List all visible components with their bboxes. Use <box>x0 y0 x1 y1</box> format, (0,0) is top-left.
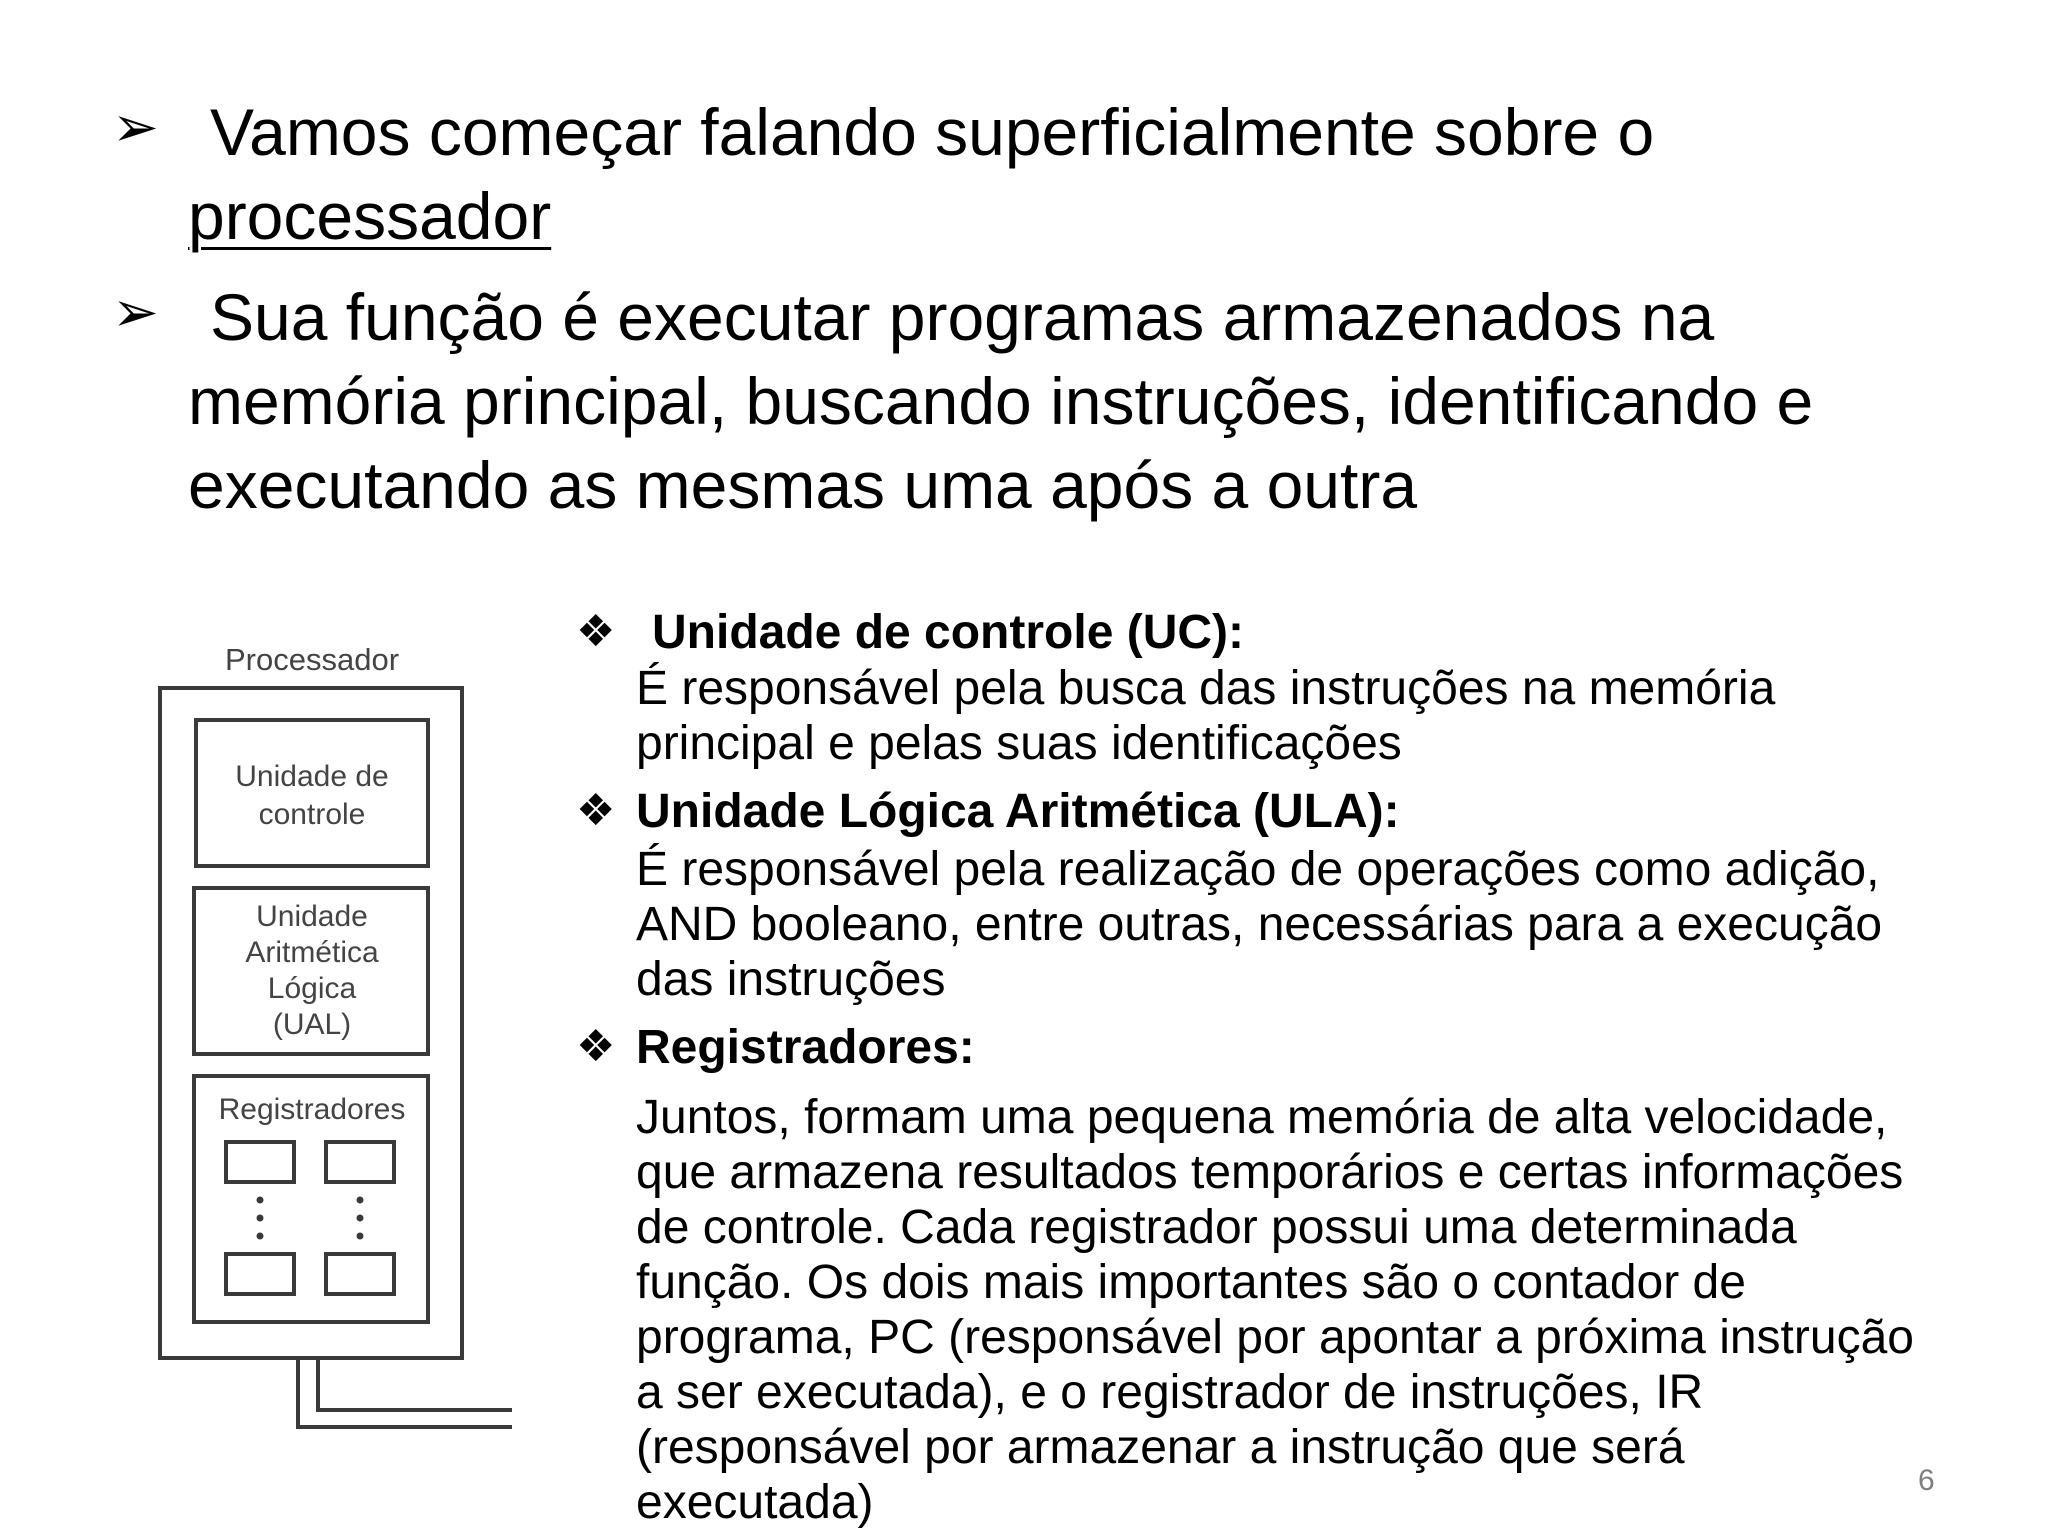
registers-line-8: executada) <box>636 1476 874 1529</box>
registers-label: Registradores <box>218 1093 406 1126</box>
diagram-title: Processador <box>224 642 400 677</box>
registers-line-4: função. Os dois mais importantes são o contador de <box>636 1256 1746 1309</box>
control-unit-label-1: Unidade de <box>235 760 389 793</box>
bus-line-outer <box>298 1358 512 1427</box>
alu-label-4: (UAL) <box>272 1008 352 1041</box>
diamond-bullet-icon: ❖ <box>576 1021 616 1072</box>
diamond-bullet-icon: ❖ <box>576 785 616 836</box>
page-number: 6 <box>1918 1464 1935 1497</box>
alu-line-2: AND booleano, entre outras, necessárias para a execução <box>636 898 1883 951</box>
registers-line-5: programa, PC (responsável por apontar a próxima instrução <box>636 1311 1914 1364</box>
control-unit-description <box>636 661 1775 771</box>
registers-title: Registradores: <box>636 1021 975 1074</box>
function-text <box>188 275 1813 527</box>
processor-term: processador <box>188 179 552 253</box>
alu-label-3: Lógica <box>267 972 357 1005</box>
intro-line-1: Vamos começar falando superficialmente sobre o <box>210 95 1655 169</box>
arrowhead-bullet-icon: ➢ <box>112 95 159 160</box>
intro-text <box>188 90 1654 258</box>
register-cell <box>226 1142 294 1182</box>
arrowhead-bullet-icon: ➢ <box>112 280 159 345</box>
bus-line-inner <box>318 1358 512 1410</box>
registers-description <box>636 1090 1914 1530</box>
function-line-3: executando as mesmas uma após a outra <box>188 448 1418 522</box>
register-cell <box>226 1254 294 1294</box>
diamond-bullet-icon: ❖ <box>576 606 616 657</box>
alu-line-3: das instruções <box>636 953 946 1006</box>
control-unit-label-2: controle <box>258 798 366 831</box>
processor-diagram <box>150 630 530 1460</box>
function-line-1: Sua função é executar programas armazenados na <box>210 280 1715 354</box>
registers-line-7: (responsável por armazenar a instrução que será <box>636 1421 1685 1474</box>
control-unit-line-1: É responsável pela busca das instruções na memória <box>636 662 1776 715</box>
registers-line-2: que armazena resultados temporários e certas informações <box>636 1146 1904 1199</box>
register-cell <box>326 1254 394 1294</box>
alu-title: Unidade Lógica Aritmética (ULA): <box>636 785 1400 838</box>
registers-line-3: de controle. Cada registrador possui uma determinada <box>636 1201 1797 1254</box>
alu-description <box>636 842 1882 1007</box>
register-ellipsis-right <box>357 1197 364 1240</box>
alu-line-1: É responsável pela realização de operações como adição, <box>636 843 1880 896</box>
register-ellipsis-left <box>257 1197 264 1240</box>
control-unit-title: Unidade de controle (UC): <box>652 606 1245 659</box>
intro-line-2 <box>188 174 1654 258</box>
registers-line-6: a ser executada), e o registrador de instruções, IR <box>636 1366 1704 1419</box>
function-line-2: memória principal, buscando instruções, identificando e <box>188 364 1814 438</box>
register-cell <box>326 1142 394 1182</box>
alu-label-2: Aritmética <box>245 936 379 969</box>
registers-line-1: Juntos, formam uma pequena memória de alta velocidade, <box>636 1091 1888 1144</box>
control-unit-box <box>196 720 428 866</box>
alu-label-1: Unidade <box>256 900 368 933</box>
control-unit-line-2: principal e pelas suas identificações <box>636 717 1402 770</box>
